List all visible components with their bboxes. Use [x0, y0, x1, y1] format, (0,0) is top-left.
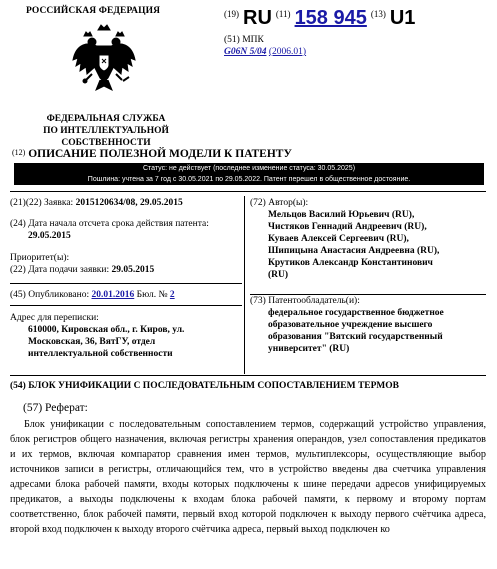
application-label: (21)(22) Заявка: — [10, 198, 74, 208]
fee-line: Пошлина: учтена за 7 год с 30.05.2021 по 29.05.2022. Патент перешел в общественное достояние. — [87, 176, 411, 183]
author: Кувaeв Алексей Сергеевич (RU), — [268, 234, 409, 244]
published-date-link[interactable]: 20.01.2016 — [91, 290, 135, 300]
authors-label: (72) Автор(ы): — [250, 198, 309, 208]
mpk-label: (51) МПК — [224, 35, 264, 45]
russian-emblem-icon — [70, 22, 138, 94]
author: Чистяков Геннадий Андреевич (RU), — [268, 222, 427, 232]
abstract-text: Блок унификации с последовательным сопоставлением термов, содержащий устройство управления, блок регистров общего назначения, включая регистры хранения операндов, узел сопоставления предикатов и их термов, включая компаратор сравнения имен термов, мультиплексоры, осуществляющие выбор источников записи в регистры, отличающийся тем, что в устройство введены два счетчика управления адресами блока рабочей памяти, входы которых подключены к шине передачи адресов унифицируемых предикатов, а выходы подключены к входам блока рабочей памяти, к первому и второму портам соответственно, блок рабочей памяти, первый вход которой подключен к выходу первого счётчика адреса, второй вход подключен к выходу второго счётчика адреса, первый выход подключен ко — [10, 419, 486, 535]
code-19: (19) — [224, 9, 239, 19]
owner-line: университет" (RU) — [268, 344, 350, 354]
service-line-1: ФЕДЕРАЛЬНАЯ СЛУЖБА — [46, 114, 166, 124]
bibliographic-right — [250, 197, 490, 355]
author: (RU) — [268, 270, 289, 280]
column-divider — [244, 196, 245, 374]
abstract-heading: (57) Реферат: — [23, 402, 88, 414]
application-value: 2015120634/08, 29.05.2015 — [75, 198, 183, 208]
owner-line: федеральное государственное бюджетное — [268, 308, 444, 318]
ipc-year-link[interactable]: (2006.01) — [268, 47, 307, 57]
country-code: RU — [243, 7, 272, 29]
country-name: РОССИЙСКАЯ ФЕДЕРАЦИЯ — [26, 6, 161, 16]
owner-label: (73) Патентообладатель(и): — [250, 296, 360, 306]
kind-code: U1 — [389, 7, 416, 29]
invention-title: (54) БЛОК УНИФИКАЦИИ С ПОСЛЕДОВАТЕЛЬНЫМ СОПОСТАВЛЕНИЕМ ТЕРМОВ — [10, 381, 399, 391]
filing-label: (22) Дата подачи заявки: — [10, 265, 110, 275]
author: Шипицына Анастасия Андреевна (RU), — [268, 246, 440, 256]
mpk-block — [224, 34, 306, 58]
owner-line: образования "Вятский государственный — [268, 332, 443, 342]
owner-line: образовательное учреждение высшего — [268, 320, 433, 330]
address-label: Адрес для переписки: — [10, 313, 99, 323]
title-code: (12) — [12, 148, 26, 157]
address-line: Московская, 36, ВятГУ, отдел — [28, 337, 156, 347]
address-line: 610000, Кировская обл., г. Киров, ул. — [28, 325, 185, 335]
status-line: Статус: не действует (последнее изменение статуса: 30.05.2025) — [142, 165, 356, 172]
separator-top — [10, 191, 486, 192]
bibliographic-left — [10, 197, 242, 360]
bulletin-number-link[interactable]: 2 — [169, 290, 175, 300]
address-line: интеллектуальной собственности — [28, 349, 173, 359]
priority-label: Приоритет(ы): — [10, 253, 70, 263]
published-label: (45) Опубликовано: — [10, 290, 90, 300]
title-text: ОПИСАНИЕ ПОЛЕЗНОЙ МОДЕЛИ К ПАТЕНТУ — [28, 148, 292, 160]
patent-number-line — [224, 7, 415, 31]
start-date-value: 29.05.2015 — [28, 231, 71, 241]
start-date-label: (24) Дата начала отсчета срока действия патента: — [10, 219, 209, 229]
code-13: (13) — [370, 9, 386, 19]
federal-service-name — [0, 113, 212, 149]
filing-value: 29.05.2015 — [111, 265, 155, 275]
patent-number-link[interactable]: 158 945 — [294, 7, 367, 29]
code-11: (11) — [275, 9, 291, 19]
bulletin-label: Бюл. № — [136, 290, 168, 300]
author: Крутиков Александр Константинович — [268, 258, 433, 268]
separator-bottom — [10, 375, 486, 376]
author: Мельцов Василий Юрьевич (RU), — [268, 210, 415, 220]
document-title — [12, 148, 292, 160]
ipc-link[interactable]: G06N 5/04 — [224, 47, 267, 57]
status-box — [14, 163, 484, 185]
service-line-2: ПО ИНТЕЛЛЕКТУАЛЬНОЙ СОБСТВЕННОСТИ — [43, 126, 169, 148]
